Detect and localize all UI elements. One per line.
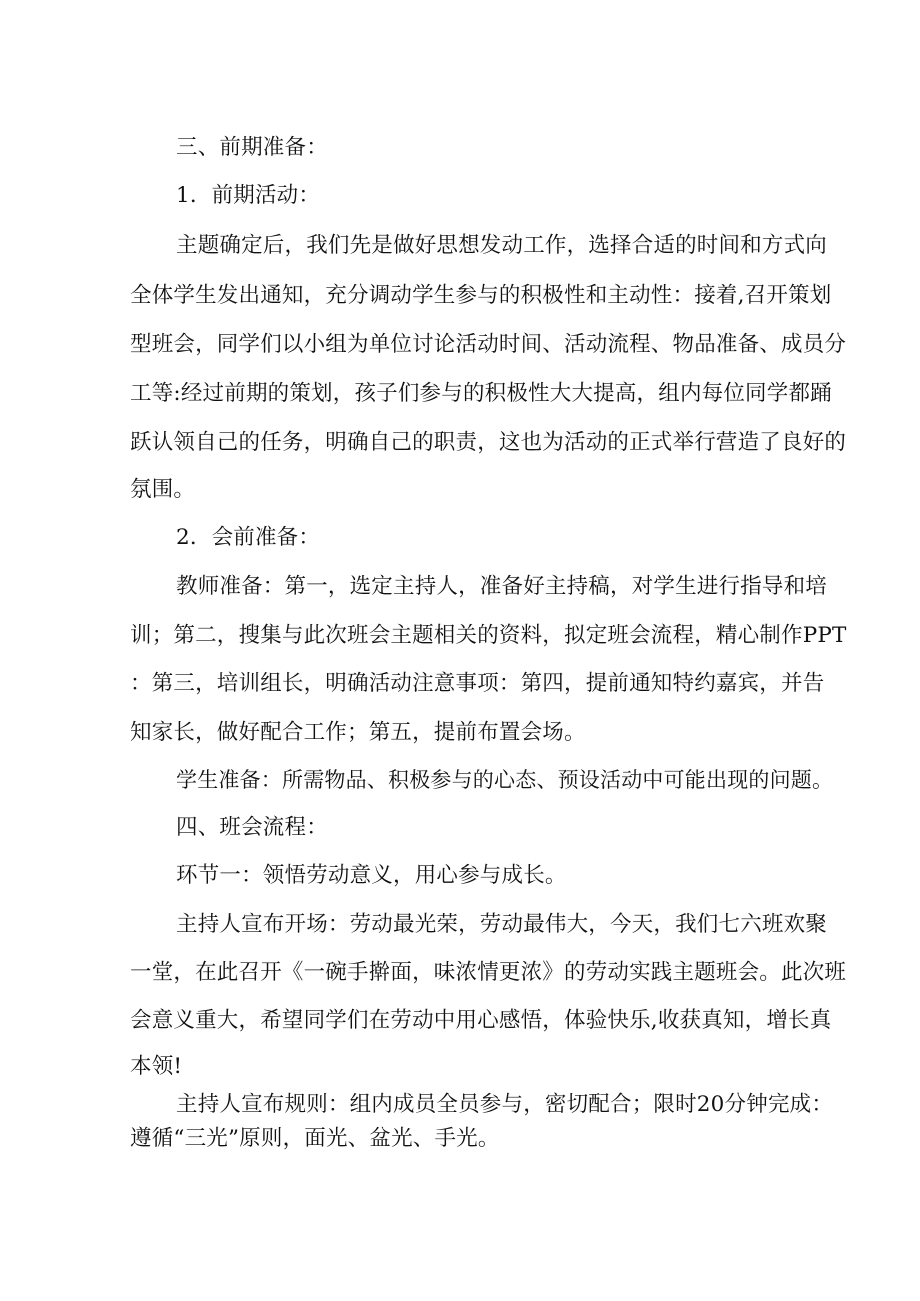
section-heading-4: 四、班会流程： xyxy=(176,815,328,840)
paragraph-line: 知家长，做好配合工作；第五，提前布置会场。 xyxy=(130,720,586,745)
paragraph-line: 氛围。 xyxy=(130,477,196,502)
paragraph-line: 学生准备：所需物品、积极参与的心态、预设活动中可能出现的问题。 xyxy=(176,768,834,792)
paragraph-line: 主题确定后，我们先是做好思想发动工作，选择合适的时间和方式向 xyxy=(176,233,828,258)
section-heading-3: 三、前期准备： xyxy=(176,135,328,160)
paragraph-line: 型班会，同学们以小组为单位讨论活动时间、活动流程、物品准备、成员分 xyxy=(130,332,847,357)
paragraph-line: 教师准备：第一，选定主持人，准备好主持稿，对学生进行指导和培 xyxy=(176,574,828,599)
paragraph-line: 工等:经过前期的策划，孩子们参与的积极性大大提高，组内每位同学都踊 xyxy=(130,381,832,406)
paragraph-line: ：第三，培训组长，明确活动注意事项：第四，提前通知特约嘉宾，并告 xyxy=(130,671,825,696)
step-heading-1: 环节一：领悟劳动意义，用心参与成长。 xyxy=(176,863,567,888)
paragraph-line: 全体学生发出通知，充分调动学生参与的积极性和主动性：接着,召开策划 xyxy=(130,283,832,308)
paragraph-line: 主持人宣布规则：组内成员全员参与，密切配合；限时20分钟完成： xyxy=(176,1092,834,1117)
paragraph-line: 训；第二，搜集与此次班会主题相关的资料，拟定班会流程，精心制作PPT xyxy=(130,623,847,648)
item-heading-1: 1．前期活动： xyxy=(176,183,321,208)
paragraph-line: 遵循“三光”原则，面光、盆光、手光。 xyxy=(130,1126,500,1151)
paragraph-line: 主持人宣布开场：劳动最光荣，劳动最伟大，今天，我们七六班欢聚 xyxy=(176,912,828,937)
paragraph-line: 本领! xyxy=(130,1054,183,1079)
item-heading-2: 2．会前准备： xyxy=(176,525,321,550)
paragraph-line: 一堂，在此召开《一碗手擀面，味浓情更浓》的劳动实践主题班会。此次班 xyxy=(130,960,847,985)
paragraph-line: 跃认领自己的任务，明确自己的职责，这也为活动的正式举行营造了良好的 xyxy=(130,430,847,455)
paragraph-line: 会意义重大，希望同学们在劳动中用心感悟，体验快乐,收获真知，增长真 xyxy=(130,1008,832,1033)
